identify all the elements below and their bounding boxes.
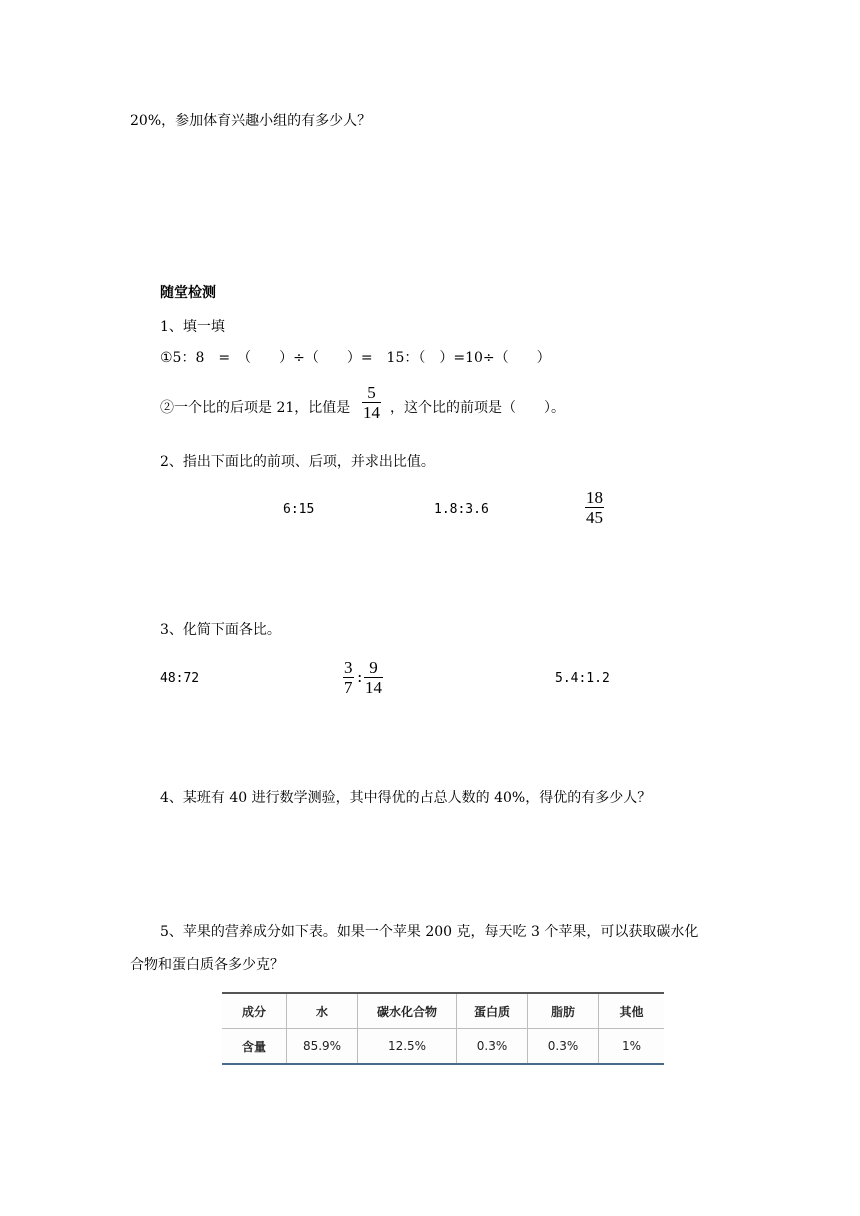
q1-part2-prefix: ②一个比的后项是 21，比值是 <box>160 400 351 416</box>
fraction-denominator: 45 <box>586 508 603 527</box>
q2-fraction <box>585 488 604 527</box>
q1-part1: ①5：8 = （ ）÷（ ）= 15：（ ）=10÷（ ） <box>160 350 551 366</box>
top-question-text: 20%，参加体育兴趣小组的有多少人？ <box>130 113 372 129</box>
fraction-denominator: 14 <box>363 403 380 422</box>
q1-part2-suffix: ，这个比的前项是（ ）。 <box>390 400 565 416</box>
q3-item-1: 48:72 <box>160 671 200 686</box>
fraction-numerator: 3 <box>344 658 353 677</box>
q2-item-1: 6:15 <box>283 502 315 517</box>
fraction-denominator: 7 <box>344 678 353 697</box>
fraction-numerator: 5 <box>367 383 376 402</box>
table-header-cell: 脂肪 <box>528 993 599 1029</box>
q1-heading: 1、填一填 <box>160 319 225 335</box>
q2-item-2: 1.8:3.6 <box>434 502 489 517</box>
q5-line-2: 合物和蛋白质各多少克？ <box>130 957 284 973</box>
q4-text: 4、某班有 40 进行数学测验，其中得优的占总人数的 40%，得优的有多少人？ <box>160 790 652 806</box>
q3-item-3: 5.4:1.2 <box>555 671 610 686</box>
table-header-cell: 碳水化合物 <box>358 993 457 1029</box>
section-title: 随堂检测 <box>160 285 216 301</box>
nutrition-table <box>222 992 664 1065</box>
table-header-row <box>222 993 664 1029</box>
q5-line-1: 5、苹果的营养成分如下表。如果一个苹果 200 克，每天吃 3 个苹果，可以获取碳水化 <box>160 924 699 940</box>
table-cell: 0.3% <box>457 1029 528 1065</box>
table-header-cell: 成分 <box>241 1004 266 1019</box>
table-cell: 1% <box>599 1029 665 1065</box>
q1-part2-fraction <box>362 383 381 422</box>
table-cell: 0.3% <box>528 1029 599 1065</box>
q3-heading: 3、化简下面各比。 <box>160 622 281 638</box>
q3-colon: : <box>357 667 363 686</box>
table-row <box>222 1029 664 1065</box>
table-header-cell: 其他 <box>599 993 665 1029</box>
q3-fraction-a <box>343 658 354 697</box>
q2-heading: 2、指出下面比的前项、后项，并求出比值。 <box>160 454 435 470</box>
table-cell: 85.9% <box>287 1029 358 1065</box>
fraction-denominator: 14 <box>365 678 382 697</box>
table-cell: 含量 <box>222 1029 287 1065</box>
q3-fraction-b <box>364 658 383 697</box>
table-header-cell: 蛋白质 <box>457 993 528 1029</box>
fraction-numerator: 9 <box>369 658 378 677</box>
table-header-cell: 水 <box>287 993 358 1029</box>
fraction-numerator: 18 <box>586 488 603 507</box>
table-cell: 12.5% <box>358 1029 457 1065</box>
